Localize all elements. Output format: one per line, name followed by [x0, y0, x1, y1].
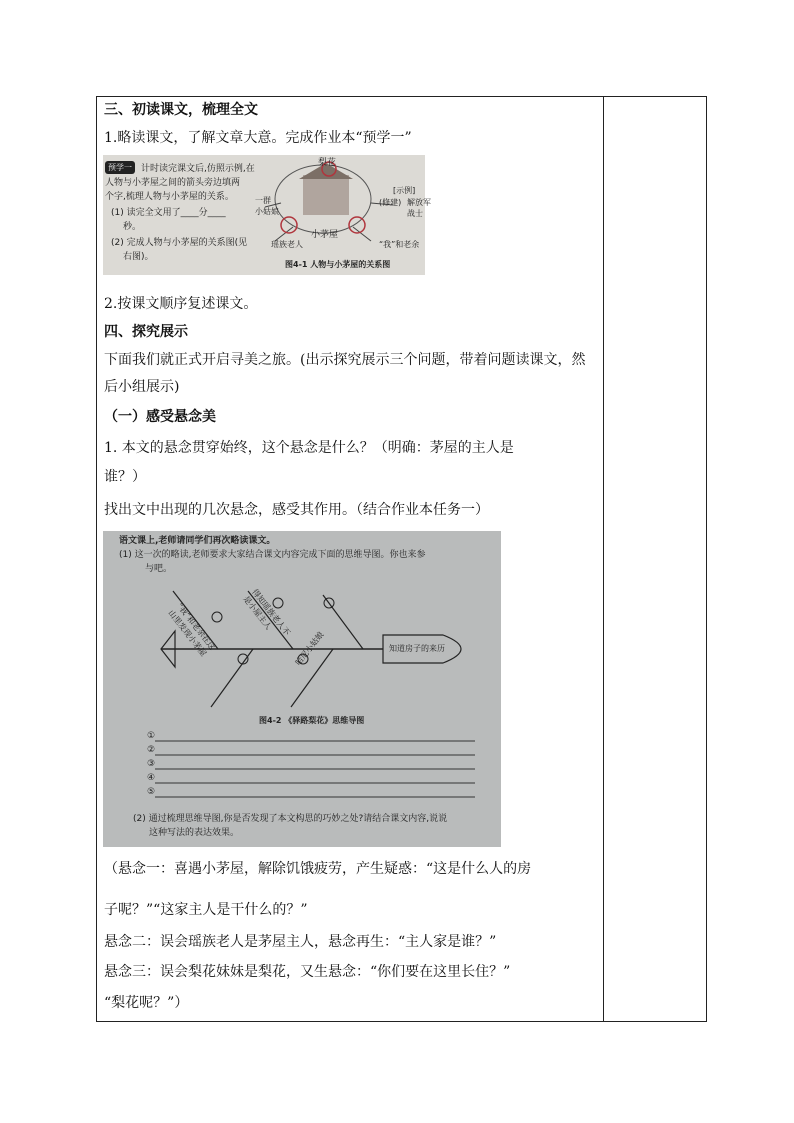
- mind-map-photo: [103, 531, 501, 847]
- example-label: [示例]: [393, 186, 416, 195]
- section4-intro-2: 后小组展示): [104, 379, 180, 395]
- preview-badge: 预学一: [105, 161, 135, 174]
- branch2-label: 得知瑶族老人不 是小屋主人: [241, 587, 292, 638]
- section4-heading: 四、探究展示: [104, 324, 188, 340]
- sub1-question-2: 谁？）: [104, 469, 146, 485]
- branch1-label: “我”和老余在这 山里发现小茅屋: [166, 601, 217, 659]
- pear-flower-label: 梨花: [318, 158, 337, 168]
- section4-intro-1: 下面我们就正式开启寻美之旅。(出示探究展示三个问题，带着问题读课文，然: [104, 352, 586, 368]
- photo1-line: 计时读完课文后,仿照示例,在: [141, 164, 255, 174]
- sub1-heading: （一）感受悬念美: [104, 409, 216, 425]
- photo2-top-line: 语文课上,老师请同学们再次略读课文。: [119, 536, 276, 546]
- soldier-label: 解放军 战士: [407, 198, 431, 218]
- girls-label: 一群 小姑娘: [255, 196, 279, 216]
- photo2-q2-line1: (2) 通过梳理思维导图,你是否发现了本文构思的巧妙之处?请结合课文内容,说说: [133, 814, 448, 824]
- sub1-task: 找出文中出现的几次悬念，感受其作用。（结合作业本任务一）: [104, 502, 489, 518]
- blank-number-2: ②: [147, 745, 156, 755]
- branch3-label: 哈尼小姑娘: [293, 630, 326, 668]
- blank-number-5: ⑤: [147, 787, 156, 797]
- photo1-line: (2) 完成人物与小茅屋的关系图(见: [111, 238, 248, 248]
- blank-number-3: ③: [147, 759, 156, 769]
- column-divider: [603, 97, 604, 1021]
- photo2-q2-line2: 这种写法的表达效果。: [149, 828, 240, 838]
- old-man-label: 瑶族老人: [271, 240, 303, 249]
- suspense-3-line1: 悬念三：误会梨花妹妹是梨花，又生悬念：“你们要在这里长住？”: [104, 964, 511, 980]
- blank-number-4: ④: [147, 773, 156, 783]
- me-and-laoyu-label: “我”和老余: [379, 240, 420, 249]
- fishbone-diagram: [103, 531, 501, 847]
- section3-heading: 三、初读课文，梳理全文: [104, 102, 258, 118]
- photo1-line: 个字,梳理人物与小茅屋的关系。: [105, 192, 234, 202]
- suspense-2: 悬念二：误会瑶族老人是茅屋主人，悬念再生：“主人家是谁？”: [104, 934, 497, 950]
- build-verb-label: (修建): [379, 198, 402, 207]
- photo1-caption: 图4-1 人物与小茅屋的关系图: [285, 260, 391, 269]
- section3-item1: 1.略读课文，了解文章大意。完成作业本“预学一”: [104, 130, 412, 146]
- relationship-diagram-photo: [103, 155, 431, 275]
- photo1-line: (1) 读完全文用了____分____: [111, 208, 226, 218]
- suspense-3-line2: “梨花呢？”）: [104, 995, 189, 1011]
- sub1-question-1: 1. 本文的悬念贯穿始终，这个悬念是什么？（明确：茅屋的主人是: [104, 440, 514, 456]
- section3-item2: 2.按课文顺序复述课文。: [104, 296, 258, 312]
- suspense-1-line1: （悬念一：喜遇小茅屋，解除饥饿疲劳，产生疑惑：“这是什么人的房: [104, 861, 532, 877]
- hut-label: 小茅屋: [311, 230, 339, 240]
- suspense-1-line2: 子呢？”“这家主人是干什么的？”: [104, 902, 308, 918]
- lesson-table: [96, 96, 707, 1022]
- photo1-line: 秒。: [123, 222, 142, 232]
- fish-head-label: 知道房子的来历: [389, 644, 445, 653]
- photo2-line1: (1) 这一次的略读,老师要求大家结合课文内容完成下面的思维导图。你也来参: [119, 550, 426, 560]
- photo1-line: 人物与小茅屋之间的箭头旁边填两: [105, 178, 241, 188]
- blank-number-1: ①: [147, 731, 156, 741]
- photo1-line: 右图)。: [123, 252, 154, 262]
- photo2-line2: 与吧。: [145, 564, 173, 574]
- photo2-caption: 图4-2 《驿路梨花》思维导图: [259, 716, 365, 725]
